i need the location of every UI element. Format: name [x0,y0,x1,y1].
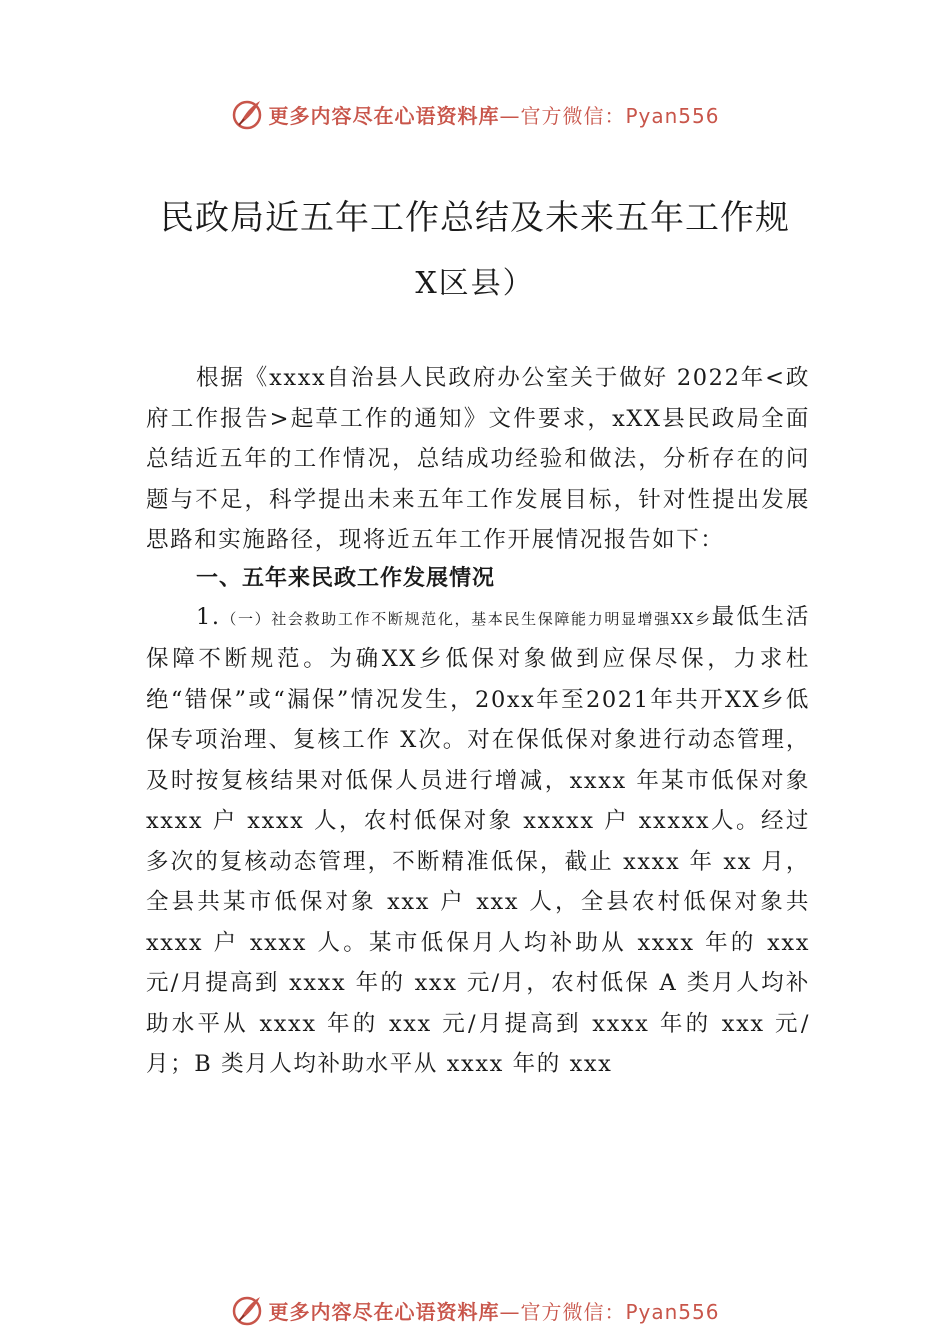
document-body [146,358,810,1085]
paragraph-1 [146,597,810,1085]
header-banner [0,94,950,134]
banner-text: 更多内容尽在心语资料库 [268,103,500,128]
paragraph-number: 1. [196,603,221,630]
feather-pen-logo-icon [230,1293,264,1327]
banner-suffix: —官方微信：Pyan556 [499,103,720,128]
paragraph-text: 最低生活保障不断规范。为确XX乡低保对象做到应保尽保，力求杜绝“错保”或“漏保”情况发生，20xx年至2021年共开XX乡低保专项治理、复核工作 X次。对在保低保对象进行动态管理，及时按复核结果对低保人员进行增减，xxxx 年某市低保对象 xxxx 户 xxxx 人，农村低保对象 xxxxx 户 xxxxx人。经过多次的复核动态管理，不断精准低保，截止 xxxx 年 xx 月，全县共某市低保对象 xxx 户 xxx 人，全县农村低保对象共 xxxx 户 xxxx 人。某市低保月人均补助从 xxxx 年的 xxx 元/月提高到 xxxx 年的 xxx 元/月，农村低保 A 类月人均补助水平从 xxxx 年的 xxx 元/月提高到 xxxx 年的 xxx 元/月；B 类月人均补助水平从 xxxx 年的 xxx [146,603,810,1077]
banner-suffix: —官方微信：Pyan556 [499,1299,720,1324]
document-title: 民政局近五年工作总结及未来五年工作规 [160,198,790,238]
footer-banner [0,1290,950,1330]
paragraph-subheading: （一）社会救助工作不断规范化，基本民生保障能力明显增强XX乡 [220,609,712,628]
feather-pen-logo-icon [230,97,264,131]
banner-text: 更多内容尽在心语资料库 [268,1299,500,1324]
document-title-line2: X区县） [415,266,535,301]
intro-paragraph: 根据《xxxx自治县人民政府办公室关于做好 2022年<政府工作报告>起草工作的通知》文件要求，xXX县民政局全面总结近五年的工作情况，总结成功经验和做法，分析存在的问题与不足，科学提出未来五年工作发展目标，针对性提出发展思路和实施路径，现将近五年工作开展情况报告如下： [146,365,810,553]
section-heading: 一、五年来民政工作发展情况 [196,565,496,591]
